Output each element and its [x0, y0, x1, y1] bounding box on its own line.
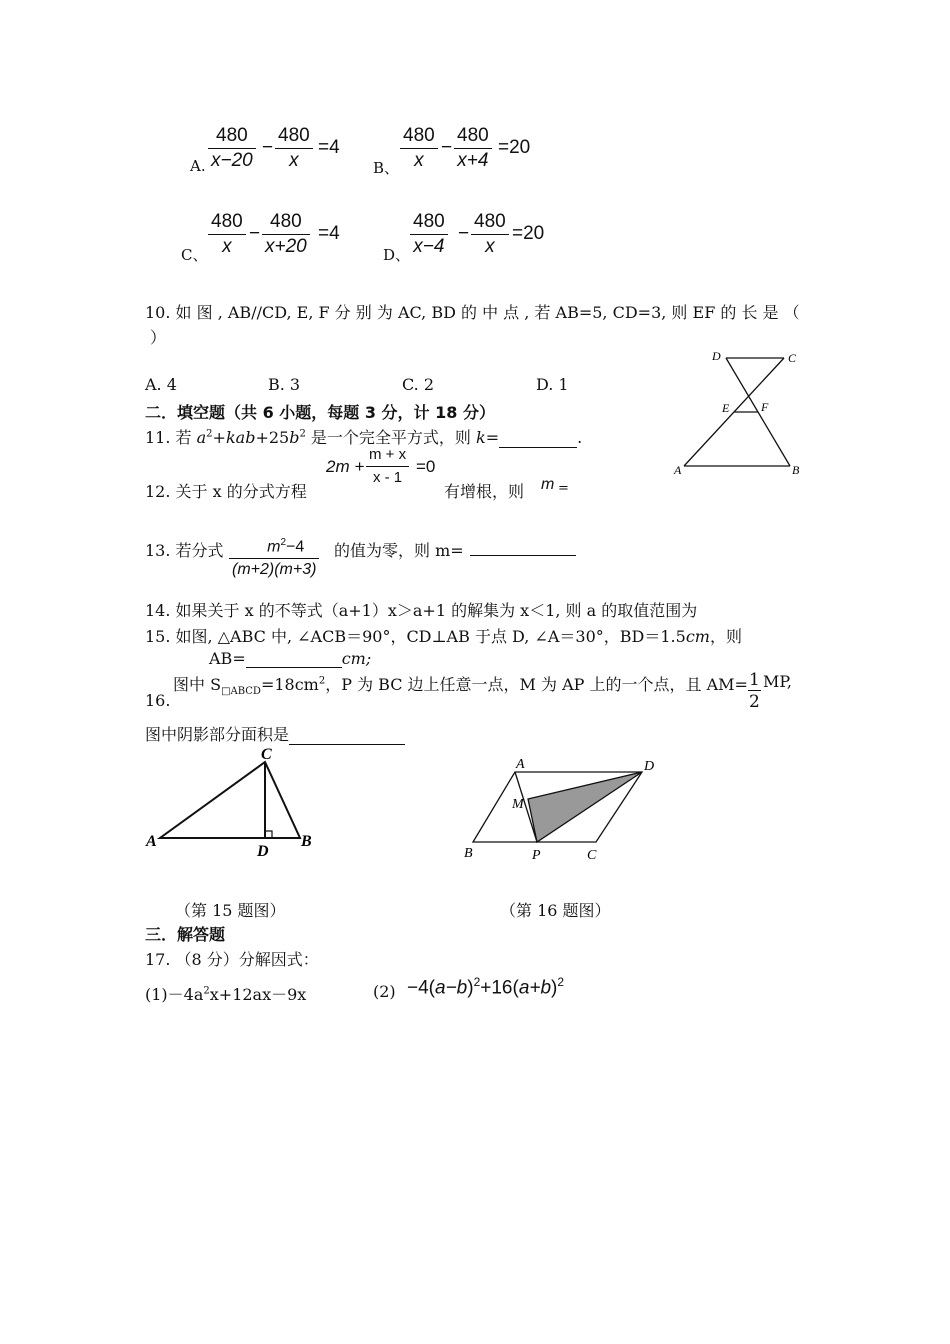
fig15-label-d: D: [257, 843, 269, 860]
option-d-frac2: $\frac{480}{x}$: [471, 210, 509, 259]
option-a-label: A.: [190, 157, 206, 175]
q10-label-d: D: [712, 349, 721, 363]
q11-line: [145, 425, 582, 448]
q11-plus25: +25: [255, 428, 290, 447]
q10-label-a: A: [674, 463, 682, 477]
q12-eq: =: [558, 481, 569, 496]
q12-rhs: =0: [416, 457, 436, 476]
q11-var-b: b: [289, 428, 300, 447]
q15-answer-blank[interactable]: [246, 650, 342, 668]
q11-answer-blank[interactable]: [499, 430, 577, 448]
option-c-frac2: $\frac{480}{x+20}$: [262, 210, 310, 259]
q10-label-e: E: [722, 401, 730, 415]
minus-sign: −: [458, 223, 470, 244]
fig16-label-d: D: [644, 759, 655, 774]
minus-sign: −: [441, 137, 453, 158]
q10-label-b: B: [792, 463, 800, 477]
fig16-label-c: C: [587, 848, 597, 863]
option-c-rhs: =4: [318, 223, 340, 244]
q14-text: 14. 如果关于 x 的不等式（a+1）x＞a+1 的解集为 x＜1, 则 a 的取值范围为: [145, 601, 698, 620]
q13-prefix: 13. 若分式: [145, 541, 224, 560]
q10-label-c: C: [788, 351, 797, 365]
option-d-label: D、: [383, 246, 411, 264]
q16-line1: 图中 $S_{□ABCD}=18cm^2$，P 为 BC 边上任意一点，M 为 AP 上的一个点，且 AM=: [173, 675, 748, 698]
q16-line2: 图中阴影部分面积是: [145, 722, 405, 745]
q16-mp: MP,: [763, 672, 792, 691]
fig15-caption: （第 15 题图）: [175, 901, 286, 920]
q15-line1: 15. 如图, △ABC 中, ∠ACB＝90°，CD⊥AB 于点 D, ∠A＝30°，BD＝1.5cm，则: [145, 627, 742, 646]
q10-option-c: C. 2: [402, 375, 435, 394]
q10-option-b: B. 3: [268, 375, 301, 394]
option-a-frac1: $\frac{480}{x-20}$: [208, 124, 256, 173]
q10-stem: 10. 如 图 , AB//CD, E, F 分 别 为 AC, BD 的 中 点 , 若 AB=5, CD=3, 则 EF 的 长 是 （: [145, 303, 800, 322]
q13-suffix: 的值为零，则 m=: [334, 541, 464, 560]
q11-end: .: [577, 428, 583, 447]
q12-prefix: 12. 关于 x 的分式方程: [145, 482, 307, 501]
q17-part2-label: (2): [373, 982, 396, 1001]
fig15-triangle: [140, 742, 330, 862]
q10-label-f: F: [761, 400, 769, 414]
q11-sup-b: 2: [299, 428, 306, 440]
fig16-label-p: P: [532, 848, 541, 863]
fig16-parallelogram: [460, 750, 670, 870]
q10-option-d: D. 1: [536, 375, 569, 394]
option-b-frac1: $\frac{480}{x}$: [400, 124, 438, 173]
q17-stem: 17. （8 分）分解因式：: [145, 950, 319, 969]
q16-number: 16.: [145, 691, 171, 710]
q10-figure: [670, 345, 810, 480]
q11-suffix: 是一个完全平方式，则: [305, 428, 477, 447]
q10-option-a: A. 4: [145, 375, 177, 394]
fig15-label-c: C: [261, 746, 272, 763]
minus-sign: −: [262, 137, 274, 158]
option-d-rhs: =20: [512, 223, 545, 244]
q12-lhs: 2m +: [326, 457, 365, 476]
q17-part1: $(1)-4a^2x+12ax-9x$: [145, 985, 307, 1004]
option-c-label: C、: [181, 246, 208, 264]
option-b-label: B、: [373, 159, 400, 177]
option-a-frac2: $\frac{480}{x}$: [275, 124, 313, 173]
q11-prefix: 11. 若: [145, 428, 197, 447]
section-3-heading: 三．解答题: [145, 925, 226, 944]
option-c-frac1: $\frac{480}{x}$: [208, 210, 246, 259]
fig16-label-b: B: [464, 846, 473, 861]
q11-var-a: a: [196, 428, 207, 447]
q16-half: $\frac{1}{2}$: [749, 670, 760, 712]
q12-suffix: 有增根，则: [444, 482, 525, 501]
q11-plus: +: [212, 428, 226, 447]
q15-line2: AB= cm;: [209, 649, 372, 668]
q11-sup: 2: [206, 428, 213, 440]
q10-stem-close: ）: [150, 328, 167, 347]
fig16-label-m: M: [512, 797, 524, 812]
fig15-label-b: B: [301, 833, 312, 850]
option-b-rhs: =20: [498, 137, 531, 158]
q11-kab: kab: [225, 428, 256, 447]
fig16-caption: （第 16 题图）: [500, 901, 611, 920]
minus-sign: −: [249, 223, 261, 244]
q13-fraction: $\frac{m^2-4}{(m+2)(m+3)}$: [229, 532, 319, 581]
q12-m: m: [541, 476, 555, 493]
q12-fraction: $\frac{m + x}{x - 1}$: [366, 444, 409, 489]
option-d-frac1: $\frac{480}{x-4}$: [410, 210, 448, 259]
q11-k: k: [476, 428, 486, 447]
option-a-rhs: =4: [318, 137, 340, 158]
q17-part2-expr: $-4(a-b)^2+16(a+b)^2$: [407, 975, 565, 999]
section-2-heading: 二．填空题（共 6 小题，每题 3 分，计 18 分）: [145, 403, 495, 422]
fig16-label-a: A: [516, 757, 525, 772]
option-b-frac2: $\frac{480}{x+4}$: [454, 124, 492, 173]
q11-eq: =: [485, 428, 500, 447]
q13-answer-blank[interactable]: [470, 538, 576, 556]
fig15-label-a: A: [146, 833, 157, 850]
